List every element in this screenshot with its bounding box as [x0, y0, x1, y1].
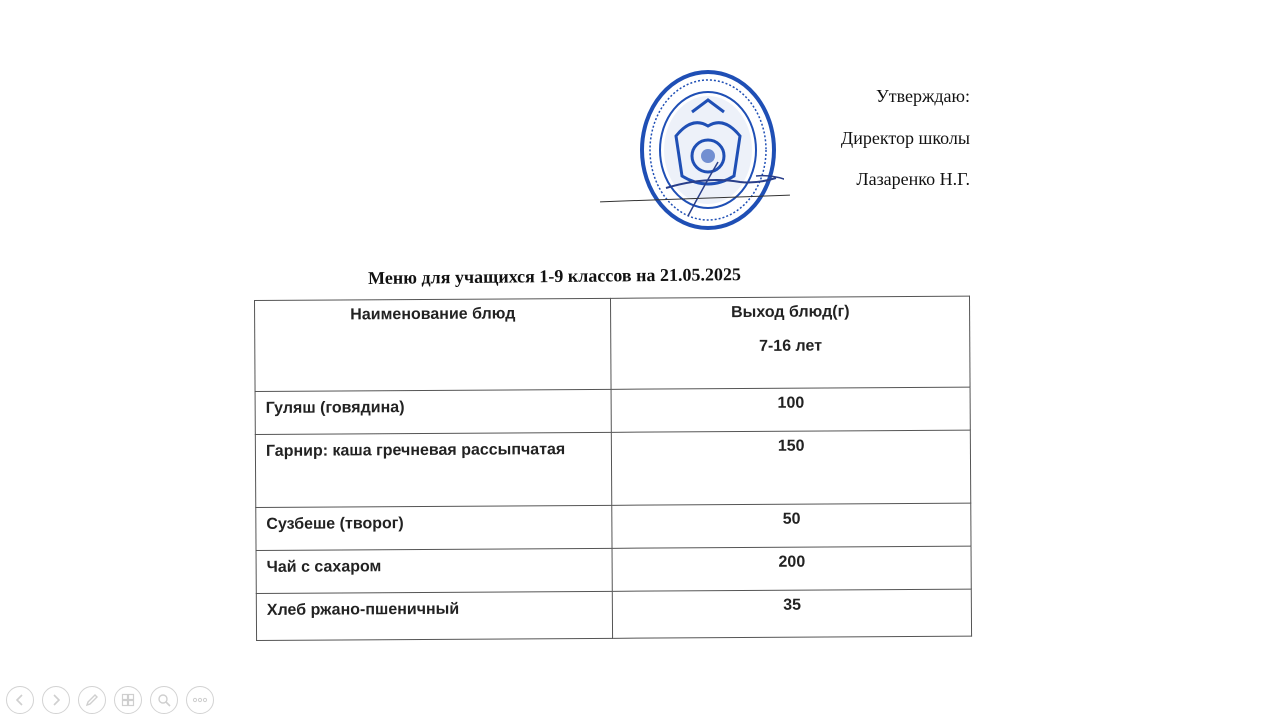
dish-output: 200 — [613, 546, 972, 591]
dish-output: 35 — [613, 589, 972, 638]
approval-position: Директор школы — [840, 127, 970, 148]
slides-icon — [121, 693, 135, 707]
see-all-slides-button[interactable] — [114, 686, 142, 714]
header-dish-name: Наименование блюд — [255, 298, 612, 391]
header-age: 7-16 лет — [759, 337, 823, 355]
dish-output: 100 — [612, 387, 971, 432]
previous-icon — [14, 694, 26, 706]
more-options-button[interactable] — [186, 686, 214, 714]
approval-signer: Лазаренко Н.Г. — [856, 169, 970, 190]
table-row — [255, 387, 970, 434]
dish-name: Чай с сахаром — [256, 548, 613, 593]
approval-label: Утверждаю: — [875, 86, 970, 106]
previous-slide-button[interactable] — [6, 686, 34, 714]
header-output — [611, 296, 970, 389]
table-row — [256, 589, 971, 640]
next-icon — [50, 694, 62, 706]
menu-table — [254, 296, 972, 641]
dish-name: Сузбеше (творог) — [256, 505, 613, 550]
pen-icon — [85, 693, 99, 707]
table-row — [256, 546, 971, 593]
table-header-row — [255, 296, 971, 391]
zoom-button[interactable] — [150, 686, 178, 714]
slideshow-toolbar — [6, 686, 214, 714]
pen-tool-button[interactable] — [78, 686, 106, 714]
dish-output: 150 — [612, 430, 971, 505]
menu-title: Меню для учащихся 1-9 классов на 21.05.2025 — [368, 264, 742, 288]
dish-name: Гуляш (говядина) — [255, 389, 612, 434]
dish-name: Хлеб ржано-пшеничный — [256, 591, 613, 640]
approval-block — [780, 82, 970, 191]
table-row — [256, 503, 971, 550]
dish-name: Гарнир: каша гречневая рассыпчатая — [255, 432, 612, 507]
zoom-icon — [157, 693, 171, 707]
next-slide-button[interactable] — [42, 686, 70, 714]
official-stamp-icon — [636, 66, 784, 232]
header-output-label: Выход блюд(г) — [731, 303, 850, 322]
dish-output: 50 — [612, 503, 971, 548]
more-icon — [192, 697, 208, 703]
table-row — [255, 430, 970, 507]
